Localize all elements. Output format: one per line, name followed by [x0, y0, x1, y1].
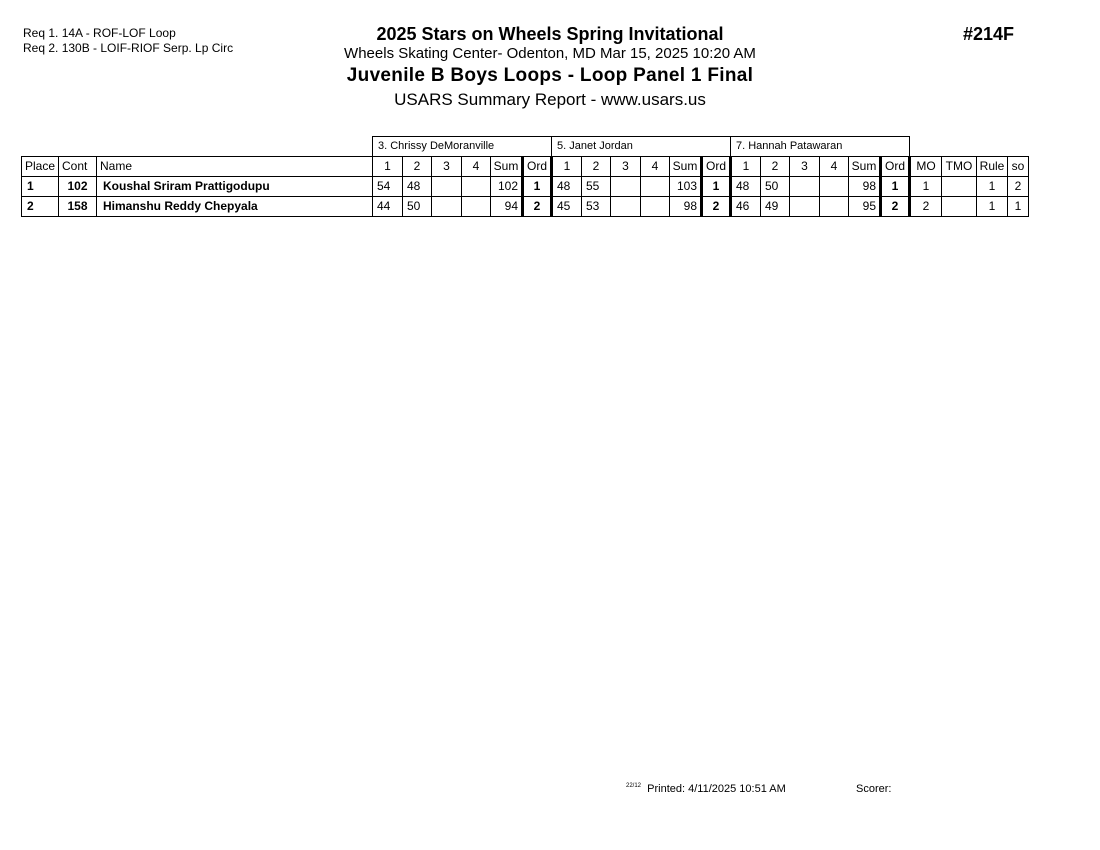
header-sum: Sum: [670, 156, 702, 176]
so-cell: 2: [1008, 176, 1029, 196]
ordinal-cell: 2: [523, 196, 552, 216]
score-cell: [790, 196, 820, 216]
skater-name: Himanshu Reddy Chepyala: [97, 196, 373, 216]
score-cell: 50: [403, 196, 432, 216]
score-cell: 53: [582, 196, 611, 216]
printed-date: Printed: 4/11/2025 10:51 AM: [647, 783, 786, 795]
header-score-3: 3: [611, 156, 641, 176]
requirement-1: Req 1. 14A - ROF-LOF Loop: [23, 26, 176, 40]
score-cell: [641, 196, 670, 216]
mo-cell: 2: [910, 196, 942, 216]
score-cell: 50: [761, 176, 790, 196]
table-row: [22, 196, 1029, 216]
judge-2-name: 5. Janet Jordan: [552, 137, 731, 157]
header-score-1: 1: [552, 156, 582, 176]
ordinal-cell: 1: [881, 176, 910, 196]
tmo-cell: [942, 176, 977, 196]
score-cell: 55: [582, 176, 611, 196]
contestant-number: 102: [59, 176, 97, 196]
sum-cell: 95: [849, 196, 881, 216]
header-rule: Rule: [977, 156, 1008, 176]
event-number: #214F: [963, 24, 1015, 44]
sum-cell: 94: [491, 196, 523, 216]
header-score-4: 4: [462, 156, 491, 176]
skater-name: Koushal Sriram Prattigodupu: [97, 176, 373, 196]
print-info: [626, 783, 786, 795]
ordinal-cell: 1: [523, 176, 552, 196]
header-score-4: 4: [820, 156, 849, 176]
so-cell: 1: [1008, 196, 1029, 216]
score-cell: [611, 196, 641, 216]
sum-cell: 103: [670, 176, 702, 196]
mo-cell: 1: [910, 176, 942, 196]
rule-cell: 1: [977, 196, 1008, 216]
rule-cell: 1: [977, 176, 1008, 196]
judge-header-row: [22, 137, 1029, 157]
sum-cell: 98: [849, 176, 881, 196]
header-tmo: TMO: [942, 156, 977, 176]
header-score-3: 3: [432, 156, 462, 176]
score-cell: [462, 196, 491, 216]
header-score-2: 2: [582, 156, 611, 176]
score-cell: 49: [761, 196, 790, 216]
event-title: Juvenile B Boys Loops - Loop Panel 1 Final: [346, 65, 754, 86]
score-cell: [432, 196, 462, 216]
sum-cell: 102: [491, 176, 523, 196]
header-place: Place: [22, 156, 59, 176]
header-mo: MO: [910, 156, 942, 176]
score-cell: 45: [552, 196, 582, 216]
scorer-label: Scorer:: [856, 783, 892, 795]
header-ord: Ord: [702, 156, 731, 176]
score-cell: [820, 176, 849, 196]
competition-title: 2025 Stars on Wheels Spring Invitational: [376, 24, 724, 44]
requirement-2: Req 2. 130B - LOIF-RIOF Serp. Lp Circ: [23, 41, 234, 55]
ordinal-cell: 2: [702, 196, 731, 216]
contestant-number: 158: [59, 196, 97, 216]
score-cell: [790, 176, 820, 196]
place-cell: 2: [22, 196, 59, 216]
ordinal-cell: 1: [702, 176, 731, 196]
score-cell: 54: [373, 176, 403, 196]
header-name: Name: [97, 156, 373, 176]
score-cell: 44: [373, 196, 403, 216]
score-cell: [820, 196, 849, 216]
header-ord: Ord: [523, 156, 552, 176]
header-cont: Cont: [59, 156, 97, 176]
tmo-cell: [942, 196, 977, 216]
header-score-1: 1: [731, 156, 761, 176]
place-cell: 1: [22, 176, 59, 196]
score-cell: 48: [552, 176, 582, 196]
header-score-2: 2: [403, 156, 432, 176]
ordinal-cell: 2: [881, 196, 910, 216]
header-score-1: 1: [373, 156, 403, 176]
judge-1-name: 3. Chrissy DeMoranville: [373, 137, 552, 157]
report-title: USARS Summary Report - www.usars.us: [394, 90, 706, 109]
judge-3-name: 7. Hannah Patawaran: [731, 137, 910, 157]
column-header-row: [22, 156, 1029, 176]
header-sum: Sum: [849, 156, 881, 176]
score-cell: [611, 176, 641, 196]
score-cell: [432, 176, 462, 196]
score-cell: 48: [731, 176, 761, 196]
score-cell: [462, 176, 491, 196]
header-score-3: 3: [790, 156, 820, 176]
results-table: [21, 136, 1029, 217]
print-mark: 22/12: [626, 783, 642, 789]
score-cell: 46: [731, 196, 761, 216]
score-cell: [641, 176, 670, 196]
header-score-2: 2: [761, 156, 790, 176]
header-sum: Sum: [491, 156, 523, 176]
header-ord: Ord: [881, 156, 910, 176]
header-score-4: 4: [641, 156, 670, 176]
location-date: Wheels Skating Center- Odenton, MD Mar 15, 2025 10:20 AM: [344, 45, 756, 62]
table-row: [22, 176, 1029, 196]
header-so: so: [1008, 156, 1029, 176]
score-cell: 48: [403, 176, 432, 196]
sum-cell: 98: [670, 196, 702, 216]
